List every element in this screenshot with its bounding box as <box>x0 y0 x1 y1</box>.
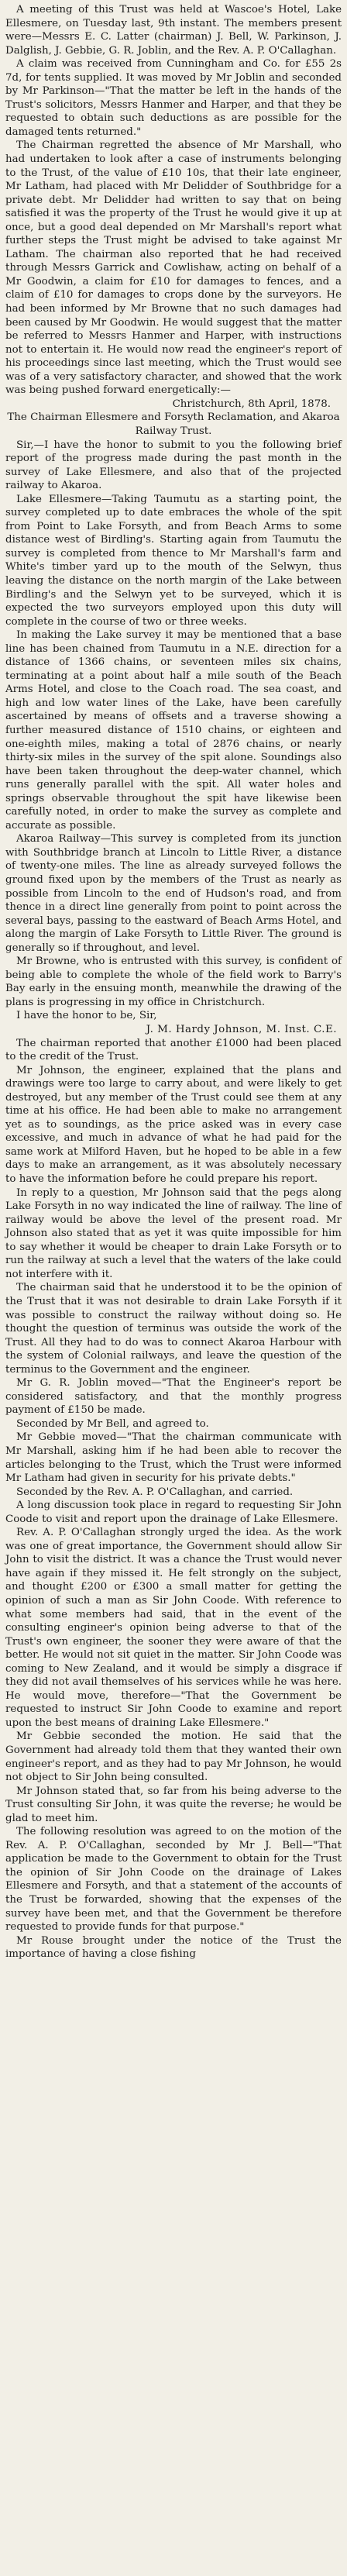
article-paragraph: The Chairman regretted the absence of Mr Marshall, who had undertaken to look after a case of instruments belonging to the Trust, of the value of £10 10s, that their late engineer, Mr Latham, had placed with Mr Delidder of Southbridge for a private debt. Mr Delidder had written to say that on being satisfied it was the property of the Trust he would give it up at once, but a good deal depended on Mr Marshall's report what further steps the Trust might be advised to take against Mr Latham. The chairman also reported that he had received through Messrs Garrick and Cowlishaw, acting on behalf of a Mr Goodwin, a claim for £10 for damages to fences, and a claim of £10 for damages to crops done by the surveyors. He had been informed by Mr Browne that no such damages had been caused by Mr Goodwin. He would suggest that the matter be referred to Messrs Hanmer and Harper, with instructions not to entertain it. He would now read the engineer's report of his proceedings since last meeting, which the Trust would see was of a very satisfactory character, and showed that the work was being pushed forward energetically:— <box>5 139 342 397</box>
article-column <box>5 3 342 1961</box>
article-paragraph: The chairman said that he understood it to be the opinion of the Trust that it was not desirable to drain Lake Forsyth if it was possible to construct the railway without doing so. He thought the question of terminus was outside the work of the Trust. All they had to do was to connect Akaroa Harbour with the system of Colonial railways, and leave the question of the terminus to the Government and the engineer. <box>5 1282 342 1376</box>
article-paragraph: In making the Lake survey it may be mentioned that a base line has been chained from Taumutu in a N.E. direction for a distance of 1366 chains, or seventeen miles six chains, terminating at a point about half a mile south of the Beach Arms Hotel, and close to the Coach road. The sea coast, and high and low water lines of the Lake, have been carefully ascertained by means of offsets and a traverse showing a further measured distance of 1510 chains, or eighteen and one-eighth miles, making a total of 2876 chains, or nearly thirty-six miles in the survey of the spit alone. Soundings also have been taken throughout the deep-water channel, which runs generally parallel with the spit. All water holes and springs observable throughout the spit have likewise been carefully noted, in order to make the survey as complete and accurate as possible. <box>5 629 342 832</box>
article-paragraph: Seconded by the Rev. A. P. O'Callaghan, and carried. <box>16 1486 294 1498</box>
article-paragraph: Lake Ellesmere—Taking Taumutu as a starting point, the survey completed up to date embraces the whole of the spit from Point to Lake Forsyth, and from Beach Arms to some distance west of Birdling's. Starting again from Taumutu the survey is completed from thence to Mr Marshall's farm and White's timber yard up to the mouth of the Selwyn, thus leaving the distance on the north margin of the Lake between Birdling's and the Selwyn yet to be surveyed, which it is expected the two surveyors employed upon this duty will complete in the course of two or three weeks. <box>5 493 342 628</box>
report-signature: J. M. Hardy Johnson, M. Inst. C.E. <box>146 1024 337 1036</box>
article-paragraph: Akaroa Railway—This survey is completed from its junction with Southbridge branch at Lincoln to Little River, a distance of twenty-one miles. The line as already surveyed follows the ground fixed upon by the members of the Trust as nearly as possible from Lincoln to the end of Hudson's road, and from thence in a direct line generally from point to point across the several bays, passing to the eastward of Beach Arms Hotel, and along the margin of Lake Forsyth to Little River. The ground is generally so if throughout, and level. <box>5 833 342 954</box>
article-paragraph: Mr Gebbie moved—"That the chairman communicate with Mr Marshall, asking him if he had been able to recover the articles belonging to the Trust, which the Trust were informed Mr Latham had given in security for his private debts." <box>5 1431 342 1485</box>
article-paragraph: A claim was received from Cunningham and Co. for £55 2s 7d, for tents supplied. It was moved by Mr Joblin and seconded by Mr Parkinson—"That the matter be left in the hands of the Trust's solicitors, Messrs Hanmer and Harper, and that they be requested to obtain such deductions as are possible for the damaged tents returned." <box>5 58 342 138</box>
article-paragraph: Mr Rouse brought under the notice of the Trust the importance of having a close fishing <box>5 1934 342 1961</box>
article-paragraph: The following resolution was agreed to on the motion of the Rev. A. P. O'Callaghan, seconded by Mr J. Bell—"That application be made to the Government to obtain for the Trust the opinion of Sir John Coode on the drainage of Lakes Ellesmere and Forsyth, and that a statement of the accounts of the Trust be forwarded, showing that the expenses of the survey have been met, and that the Government be therefore requested to provide funds for that purpose." <box>5 1826 342 1934</box>
article-paragraph: Seconded by Mr Bell, and agreed to. <box>16 1417 209 1430</box>
article-paragraph: Mr G. R. Joblin moved—"That the Engineer's report be considered satisfactory, and that the monthly progress payment of £150 be made. <box>5 1377 342 1417</box>
article-paragraph: Mr Browne, who is entrusted with this survey, is confident of being able to complete the whole of the field work to Barry's Bay early in the ensuing month, meanwhile the drawing of the plans is progressing in my office in Christchurch. <box>5 956 342 1008</box>
article-paragraph: Rev. A. P. O'Callaghan strongly urged the idea. As the work was one of great importance, the Government should allow Sir John to visit the district. It was a chance the Trust would never have again if they missed it. He felt strongly on the subject, and thought £200 or £300 a small matter for getting the opinion of such a man as Sir John Coode. With reference to what some members had said, that in the event of the consulting engineer's opinion being adverse to that of the Trust's own engineer, the sooner they were aware of that the better. He would not sit quiet in the matter. Sir John Coode was coming to New Zealand, and it would be simply a disgrace if they did not avail themselves of his services while he was here. He would move, therefore—"That the Government be requested to instruct Sir John Coode to examine and report upon the best means of draining Lake Ellesmere." <box>5 1527 342 1729</box>
article-paragraph: Mr Johnson, the engineer, explained that the plans and drawings were too large to carry about, and were likely to get destroyed, but any member of the Trust could see them at any time at his office. He had been able to make no arrangement yet as to soundings, as the price asked was in every case excessive, and much in advance of what he had paid for the same work at Milford Haven, but he hoped to be able in a few days to make an arrangement, as it was absolutely necessary to have the information before he could prepare his report. <box>5 1064 342 1186</box>
article-paragraph: Mr Gebbie seconded the motion. He said that the Government had already told them that they wanted their own engineer's report, and as they had to pay Mr Johnson, he would not object to Sir John being consulted. <box>5 1731 342 1784</box>
article-paragraph: Sir,—I have the honor to submit to you the following brief report of the progress made during the past month in the survey of Lake Ellesmere, and also that of the projected railway to Akaroa. <box>5 439 342 492</box>
article-paragraph: I have the honor to be, Sir, <box>16 1010 157 1022</box>
report-dateline: Christchurch, 8th April, 1878. <box>172 398 331 410</box>
article-paragraph: In reply to a question, Mr Johnson said that the pegs along Lake Forsyth in no way indicated the line of railway. The line of railway would be above the level of the present road. Mr Johnson also stated that as yet it was quite impossible for him to say whether it would be cheaper to drain Lake Forsyth or to run the railway at such a level that the waters of the lake could not interfere with it. <box>5 1186 342 1280</box>
report-address: The Chairman Ellesmere and Forsyth Reclamation, and Akaroa Railway Trust. <box>7 412 340 437</box>
article-paragraph: A long discussion took place in regard to requesting Sir John Coode to visit and report upon the drainage of Lake Ellesmere. <box>5 1500 342 1525</box>
article-paragraph: The chairman reported that another £1000 had been placed to the credit of the Trust. <box>5 1037 342 1063</box>
article-paragraph: Mr Johnson stated that, so far from his being adverse to the Trust consulting Sir John, it was quite the reverse; he would be glad to meet him. <box>5 1785 342 1824</box>
article-paragraph: A meeting of this Trust was held at Wascoe's Hotel, Lake Ellesmere, on Tuesday last, 9th instant. The members present were—Messrs E. C. Latter (chairman) J. Bell, W. Parkinson, J. Dalglish, J. Gebbie, G. R. Joblin, and the Rev. A. P. O'Callaghan. <box>5 4 342 57</box>
